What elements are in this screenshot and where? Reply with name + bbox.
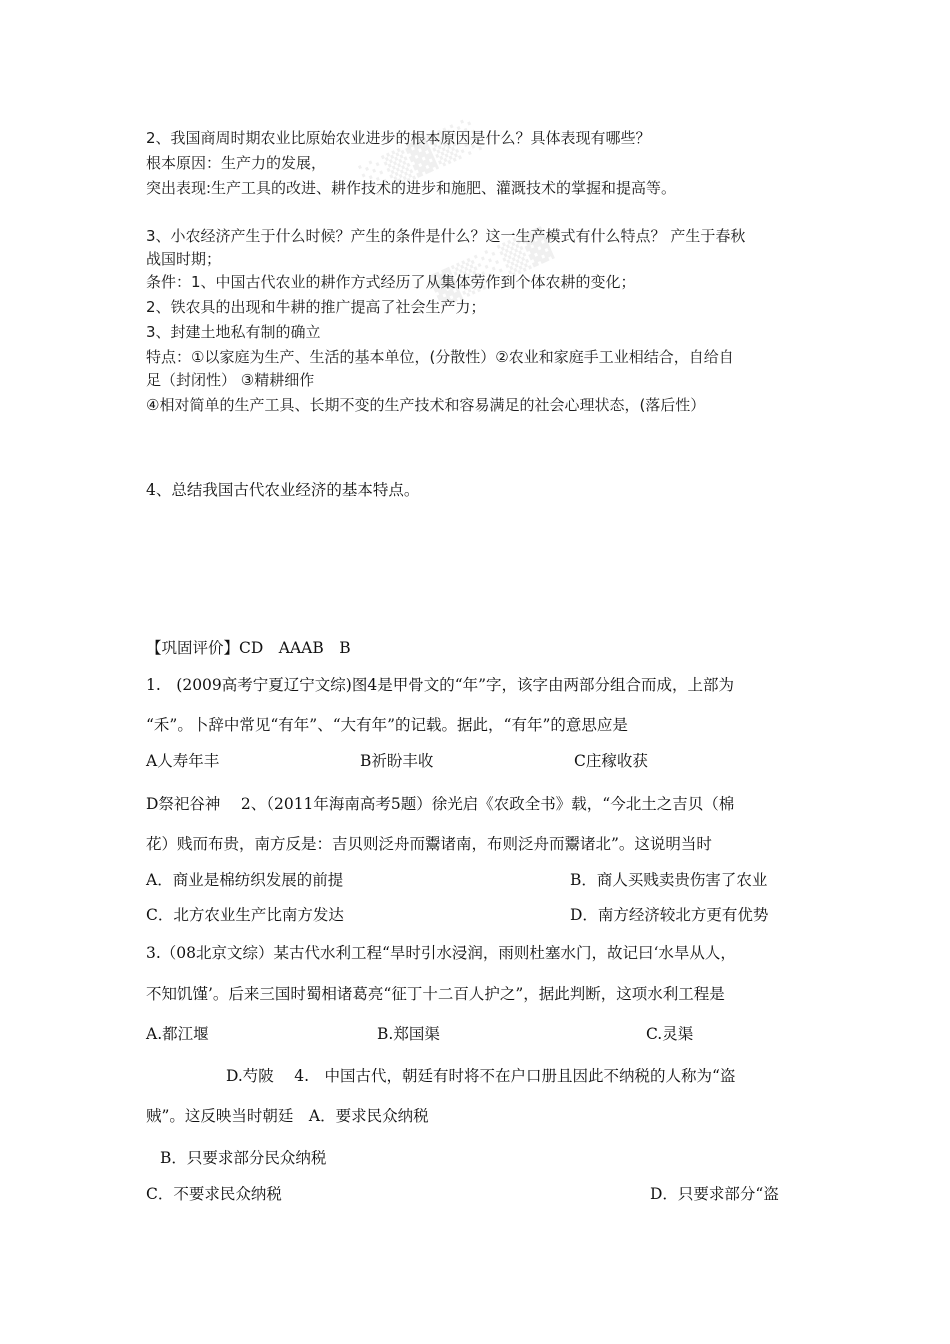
- q3-question-line2: 战国时期；: [146, 250, 222, 268]
- review-q2-line2: 花）贱而布贵，南方反是：吉贝则泛舟而鬻诸南，布则泛舟而鬻诸北”。这说明当时: [146, 835, 712, 853]
- review-q2-option-d: D．南方经济较北方更有优势: [570, 906, 769, 924]
- review-q4-option-d: D．只要求部分“盗: [650, 1185, 779, 1203]
- q3-feature-line1: 特点：①以家庭为生产、生活的基本单位，(分散性）②农业和家庭手工业相结合，自给自: [146, 348, 734, 366]
- review-q1-option-a: A人寿年丰: [146, 752, 220, 770]
- q3-question-line1: 3、小农经济产生于什么时候？产生的条件是什么？这一生产模式有什么特点？ 产生于春秋: [146, 227, 746, 245]
- review-q4-option-c: C．不要求民众纳税: [146, 1185, 282, 1203]
- q2-question: 2、我国商周时期农业比原始农业进步的根本原因是什么？具体表现有哪些？: [146, 129, 651, 147]
- q2-manifestation: 突出表现:生产工具的改进、耕作技术的进步和施肥、灌溉技术的掌握和提高等。: [146, 179, 677, 197]
- q2-block: [146, 128, 826, 199]
- review-q2-option-a: A．商业是棉纺织发展的前提: [146, 871, 344, 889]
- review-q3-line2: 不知饥馑’。后来三国时蜀相诸葛亮“征丁十二百人护之”，据此判断，这项水利工程是: [146, 985, 725, 1003]
- review-q1-line2: “禾”。卜辞中常见“有年”、“大有年”的记载。据此，“有年”的意思应是: [146, 716, 628, 734]
- q3-feature-line3: ④相对简单的生产工具、长期不变的生产技术和容易满足的社会心理状态，(落后性）: [146, 396, 706, 414]
- review-q2-option-b: B．商人买贱卖贵伤害了农业: [570, 871, 768, 889]
- watermark: ▓▒░▒▓: [428, 226, 558, 309]
- review-q3-line1: 3.（08北京文综）某古代水利工程“旱时引水浸润，雨则杜塞水门，故记曰‘水旱从人，: [146, 944, 736, 962]
- review-q4-option-b: B．只要求部分民众纳税: [160, 1149, 327, 1167]
- review-q1-line1: 1. (2009高考宁夏辽宁文综)图4是甲骨文的“年”字，该字由两部分组合而成，上部为: [146, 676, 735, 694]
- review-q3-option-a: A.都江堰: [146, 1025, 209, 1043]
- q4-question: 4、总结我国古代农业经济的基本特点。: [146, 481, 420, 499]
- review-q1-option-b: B祈盼丰收: [360, 752, 434, 770]
- review-header: 【巩固评价】CD AAAB B: [146, 639, 351, 657]
- review-q3-option-c: C.灵渠: [646, 1025, 694, 1043]
- q3-condition-1: 条件：1、中国古代农业的耕作方式经历了从集体劳作到个体农耕的变化；: [146, 273, 636, 291]
- review-q1-option-c: C庄稼收获: [574, 752, 648, 770]
- watermark: ░▒▓▒░: [358, 116, 488, 199]
- q3-condition-3: 3、封建土地私有制的确立: [146, 323, 321, 341]
- review-q3-option-b: B.郑国渠: [377, 1025, 440, 1043]
- review-q1-d-q2-line1: D祭祀谷神 2、（2011年海南高考5题）徐光启《农政全书》载，“今北土之吉贝（棉: [146, 795, 735, 813]
- q3-condition-2: 2、铁农具的出现和牛耕的推广提高了社会生产力；: [146, 298, 486, 316]
- review-q2-option-c: C．北方农业生产比南方发达: [146, 906, 344, 924]
- q3-block: [146, 226, 826, 416]
- q2-root-cause: 根本原因：生产力的发展，: [146, 154, 327, 172]
- review-q4-line2: 贼”。这反映当时朝廷 A．要求民众纳税: [146, 1107, 429, 1125]
- q3-feature-line2: 足（封闭性） ③精耕细作: [146, 371, 315, 389]
- review-q3-d-q4-line1: D.芍陂 4. 中国古代，朝廷有时将不在户口册且因此不纳税的人称为“盗: [226, 1067, 736, 1085]
